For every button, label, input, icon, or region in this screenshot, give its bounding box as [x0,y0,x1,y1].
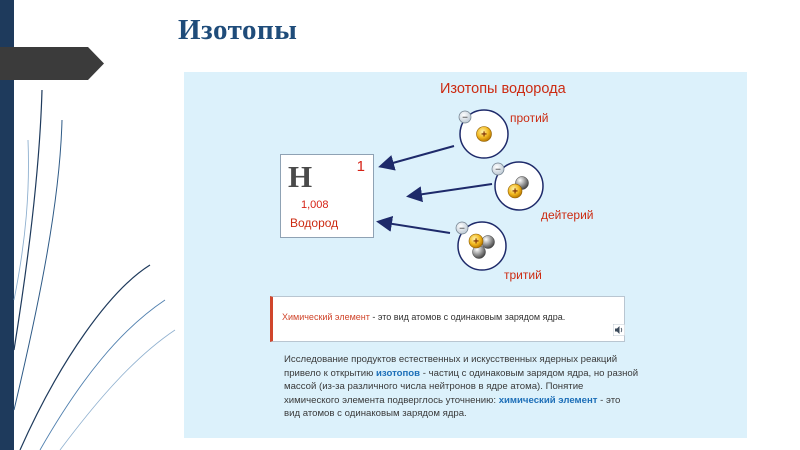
slide-title: Изотопы [178,14,298,46]
arrow-tritium [380,222,450,233]
label-protium: протий [510,111,549,125]
definition-term: Химический элемент [282,312,370,322]
proton-sign: + [473,236,479,248]
isotopes-highlight: изотопов [376,367,421,379]
description-part: Исследование продуктов естественных и искусственных ядерных реакций привело к открытию [284,354,618,379]
element-highlight: химический элемент [498,394,598,406]
element-name: Водород [290,216,339,230]
atomic-number: 1 [356,158,365,175]
tritium-atom [456,222,506,270]
description-text [284,353,639,421]
diagram-title: Изотопы водорода [440,81,566,97]
atomic-mass: 1,008 [301,199,329,211]
arrow-deuterium [410,184,492,196]
definition-rest: - это вид атомов с одинаковым зарядом ядра. [369,312,566,322]
description-part: - частиц с одинаковым зарядом ядра, но разной массой (из-за различного числа нейтронов в ядре атома). Понятие химического элемента подверглось уточнению: [284,367,639,406]
definition-text [282,312,565,322]
electron-sign: − [459,223,465,235]
label-deuterium: дейтерий [541,208,594,222]
definition-box [270,296,625,342]
element-symbol: H [288,159,313,194]
description-part: - это вид атомов с одинаковым зарядом ядра. [284,394,621,420]
speaker-icon[interactable] [613,324,625,336]
electron-sign: − [462,112,468,124]
label-tritium: тритий [504,268,542,282]
title-tab-shape [0,47,104,80]
proton-sign: + [481,129,487,141]
deuterium-atom [492,162,543,210]
electron-sign: − [495,164,501,176]
content-panel [184,72,747,438]
element-card-hydrogen [280,154,374,238]
arrow-protium [382,146,454,166]
proton-sign: + [512,186,518,198]
protium-atom [459,110,508,158]
